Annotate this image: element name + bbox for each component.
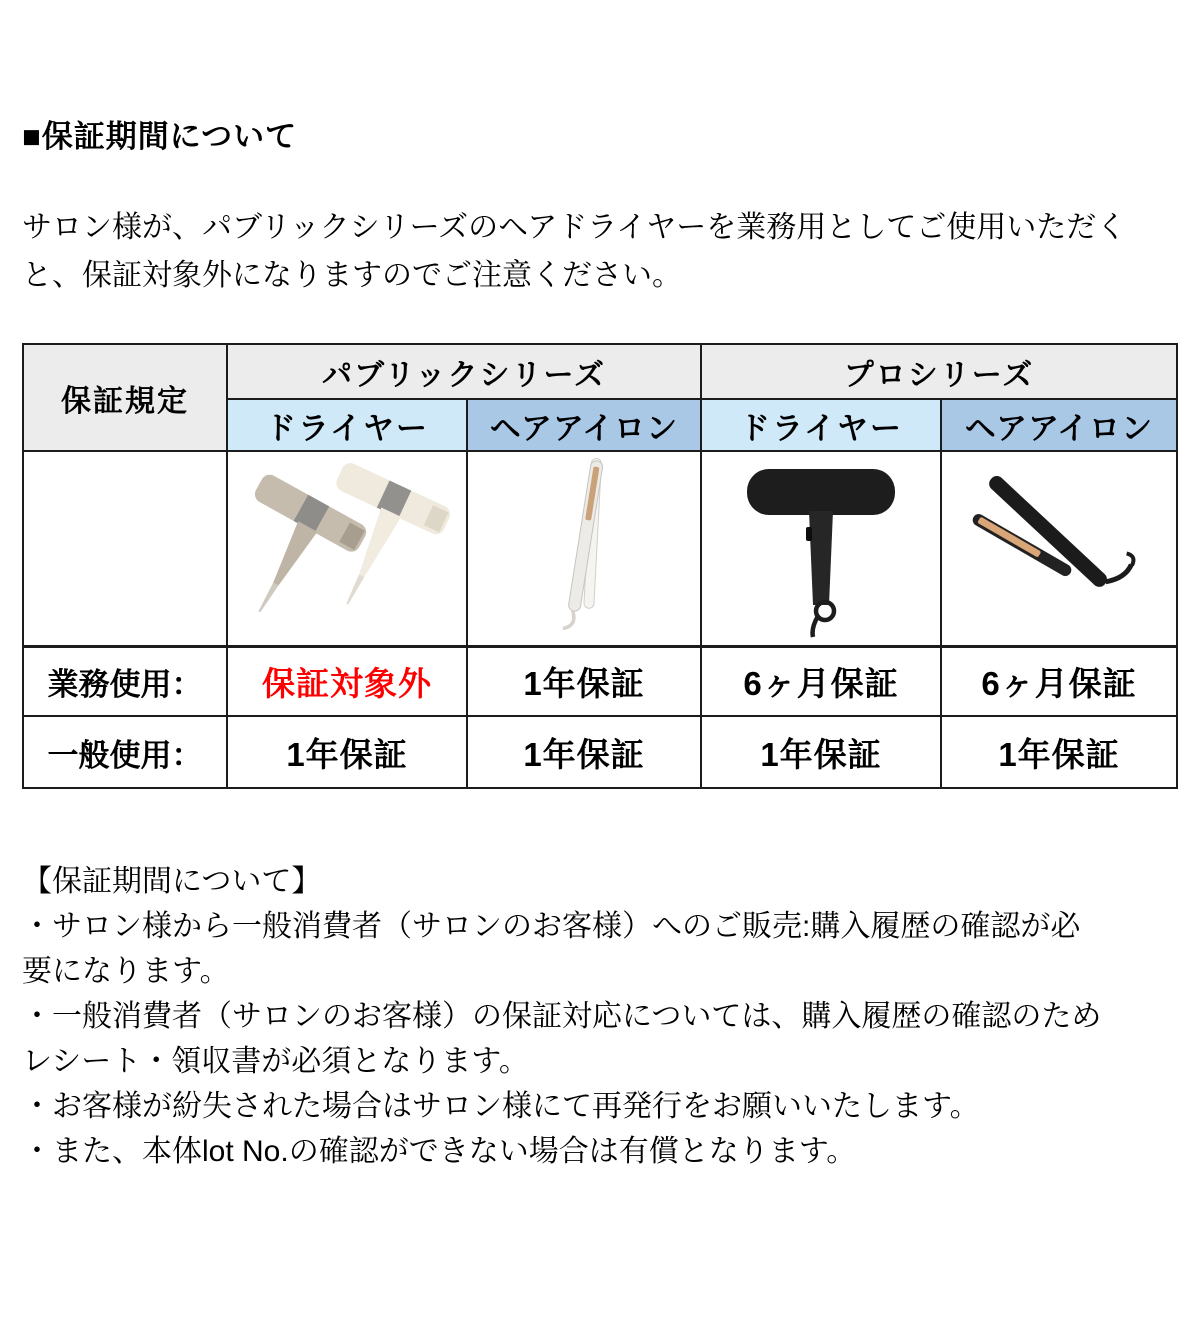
note-line: ・一般消費者（サロンのお客様）の保証対応については、購入履歴の確認のため xyxy=(22,1000,1102,1033)
warranty-value-general-public-iron: 1年保証 xyxy=(467,716,701,788)
warranty-value-business-public-dryer: 保証対象外 xyxy=(227,646,467,716)
public-iron-image xyxy=(469,453,699,644)
empty-cell xyxy=(23,451,227,646)
intro-line: サロン様が、パブリックシリーズのヘアドライヤーを業務用としてご使用いただく xyxy=(22,211,1127,244)
note-line: レシート・領収書が必須となります。 xyxy=(22,1045,529,1078)
product-header-pro-iron: ヘアアイロン xyxy=(941,399,1177,451)
warranty-value-business-public-iron: 1年保証 xyxy=(467,646,701,716)
public-dryers-image xyxy=(229,453,465,644)
warranty-document xyxy=(0,121,1200,1174)
pro-iron-image xyxy=(943,453,1175,644)
notes-heading: 【保証期間について】 xyxy=(22,865,322,898)
intro-line: と、保証対象外になりますのでご注意ください。 xyxy=(22,259,682,292)
product-header-public-iron: ヘアアイロン xyxy=(467,399,701,451)
note-line: ・また、本体lot No.の確認ができない場合は有償となります。 xyxy=(22,1135,857,1168)
row-label-general-use: 一般使用： xyxy=(23,716,227,788)
page-title: ■保証期間について xyxy=(22,119,298,154)
note-line: ・サロン様から一般消費者（サロンのお客様）へのご販売:購入履歴の確認が必 xyxy=(22,910,1081,943)
warranty-value-business-pro-dryer: 6ヶ月保証 xyxy=(701,646,941,716)
warranty-value-business-pro-iron: 6ヶ月保証 xyxy=(941,646,1177,716)
note-line: ・お客様が紛失された場合はサロン様にて再発行をお願いいたします。 xyxy=(22,1090,980,1123)
product-header-public-dryer: ドライヤー xyxy=(227,399,467,451)
notes-section xyxy=(22,859,1178,1174)
warranty-value-general-pro-dryer: 1年保証 xyxy=(701,716,941,788)
product-image-pro-iron xyxy=(941,451,1177,646)
product-image-public-dryers xyxy=(227,451,467,646)
pro-dryer-image xyxy=(703,453,939,644)
corner-header: 保証規定 xyxy=(23,344,227,451)
product-image-pro-dryer xyxy=(701,451,941,646)
product-header-pro-dryer: ドライヤー xyxy=(701,399,941,451)
row-label-business-use: 業務使用： xyxy=(23,646,227,716)
series-header-pro: プロシリーズ xyxy=(701,344,1177,399)
product-image-public-iron xyxy=(467,451,701,646)
warranty-value-general-public-dryer: 1年保証 xyxy=(227,716,467,788)
series-header-public: パブリックシリーズ xyxy=(227,344,701,399)
warranty-value-general-pro-iron: 1年保証 xyxy=(941,716,1177,788)
note-line: 要になります。 xyxy=(22,955,230,988)
intro-paragraph xyxy=(22,204,1178,300)
warranty-table xyxy=(22,343,1178,789)
